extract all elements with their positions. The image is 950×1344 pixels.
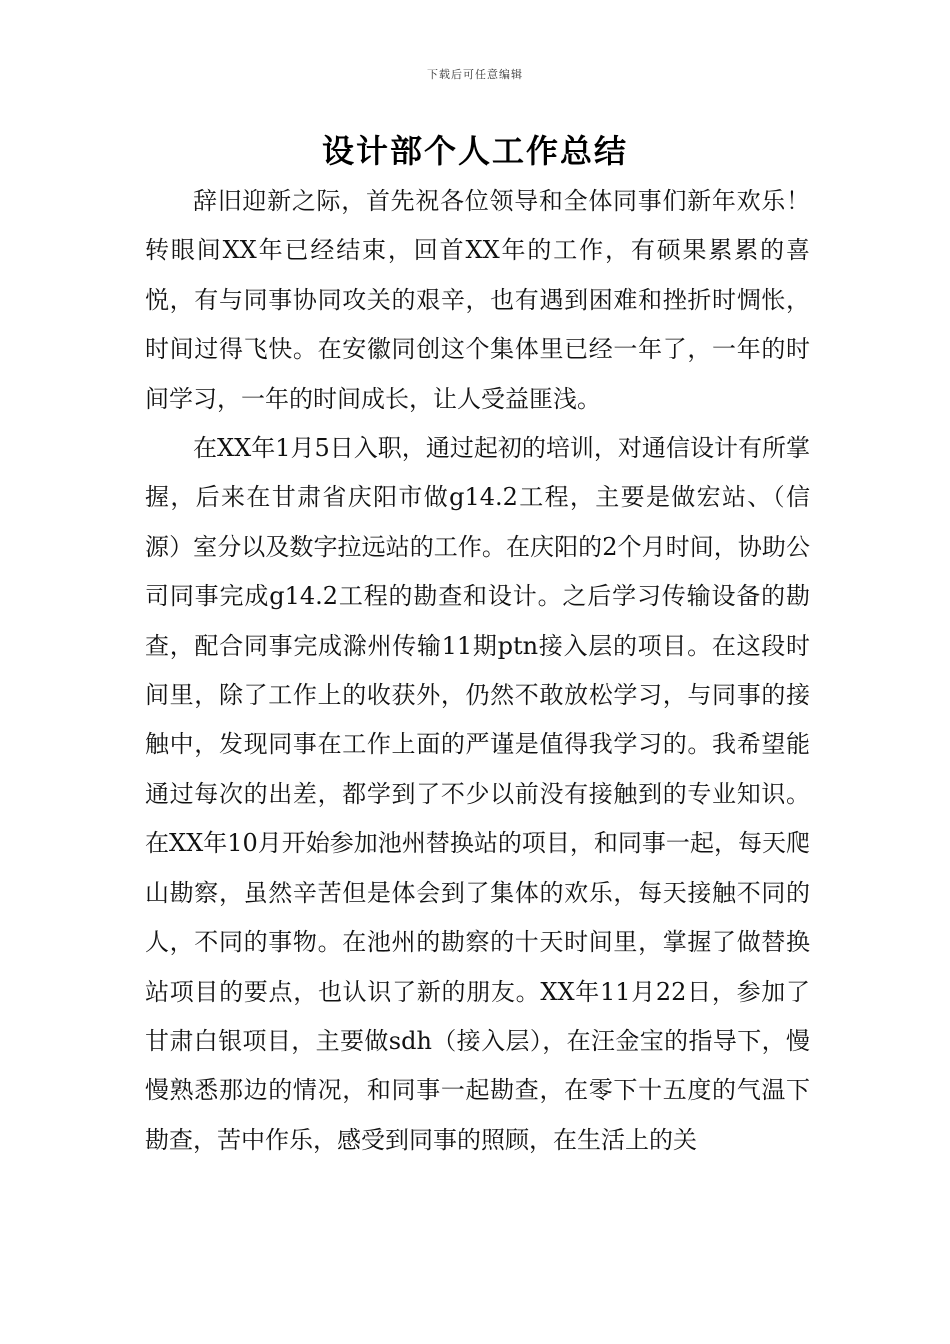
- header-note: 下载后可任意编辑: [427, 68, 523, 81]
- document-body: [145, 177, 810, 1165]
- document-title: 设计部个人工作总结: [321, 132, 628, 170]
- paragraph-1: 辞旧迎新之际，首先祝各位领导和全体同事们新年欢乐！转眼间XX年已经结束，回首XX年的工作，有硕果累累的喜悦，有与同事协同攻关的艰辛，也有遇到困难和挫折时惆怅，时间过得飞快。在安徽同创这个集体里已经一年了，一年的时间学习，一年的时间成长，让人受益匪浅。: [145, 187, 810, 413]
- paragraph-2: 在XX年1月5日入职，通过起初的培训，对通信设计有所掌握，后来在甘肃省庆阳市做g14.2工程，主要是做宏站、（信源）室分以及数字拉远站的工作。在庆阳的2个月时间，协助公司同事完成g14.2工程的勘查和设计。之后学习传输设备的勘查，配合同事完成滁州传输11期ptn接入层的项目。在这段时间里，除了工作上的收获外，仍然不敢放松学习，与同事的接触中，发现同事在工作上面的严谨是值得我学习的。我希望能通过每次的出差，都学到了不少以前没有接触到的专业知识。在XX年10月开始参加池州替换站的项目，和同事一起，每天爬山勘察，虽然辛苦但是体会到了集体的欢乐，每天接触不同的人，不同的事物。在池州的勘察的十天时间里，掌握了做替换站项目的要点，也认识了新的朋友。XX年11月22日，参加了甘肃白银项目，主要做sdh（接入层），在汪金宝的指导下，慢慢熟悉那边的情况，和同事一起勘查，在零下十五度的气温下勘查，苦中作乐，感受到同事的照顾，在生活上的关: [145, 434, 810, 1154]
